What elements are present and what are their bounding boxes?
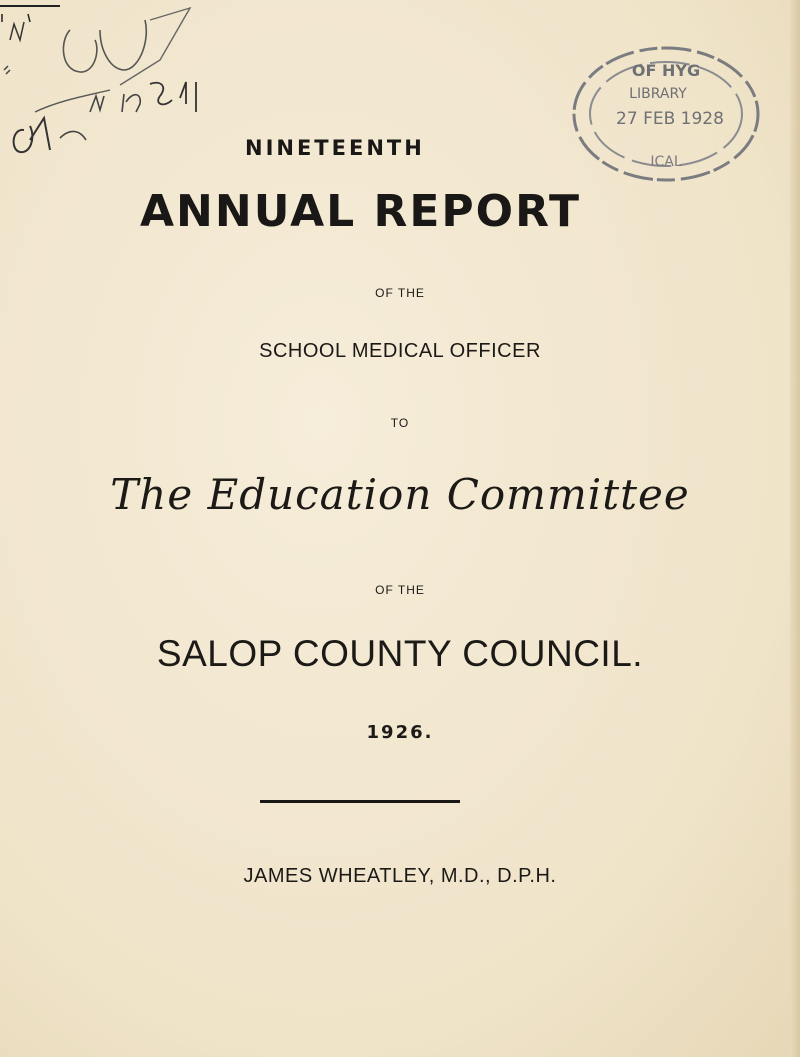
report-ordinal: NINETEENTH <box>245 136 425 160</box>
committee-name: The Education Committee <box>110 470 690 519</box>
author-name: JAMES WHEATLEY, M.D., D.P.H. <box>243 865 557 887</box>
stamp-top-text: OF HYG <box>631 61 701 80</box>
of-the-label-1: OF THE <box>375 286 425 300</box>
scan-edge <box>790 0 800 1057</box>
library-stamp <box>566 42 766 192</box>
stamp-library-text: LIBRARY <box>629 86 687 102</box>
council-name: SALOP COUNTY COUNCIL. <box>156 633 644 674</box>
stamp-date-text: 27 FEB 1928 <box>616 109 724 129</box>
divider-rule <box>260 800 460 803</box>
officer-title: SCHOOL MEDICAL OFFICER <box>259 340 541 362</box>
stamp-bottom-text: ICAL <box>650 154 682 170</box>
report-year: 1926. <box>366 722 434 743</box>
to-label: TO <box>390 416 410 430</box>
of-the-label-2: OF THE <box>375 583 425 597</box>
report-title: ANNUAL REPORT <box>140 186 581 237</box>
handwritten-marks <box>0 0 240 160</box>
